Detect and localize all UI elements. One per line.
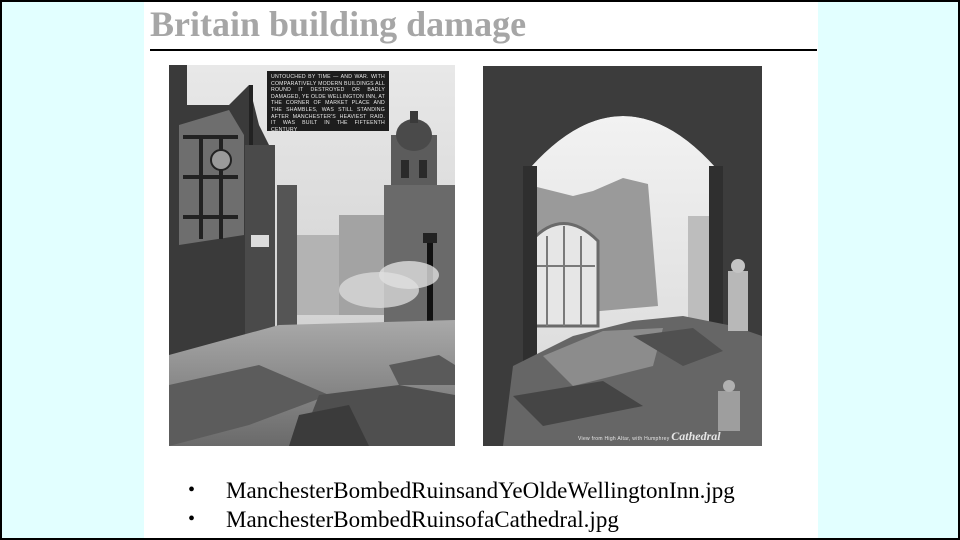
bullet-icon: •: [188, 479, 196, 501]
file-name: ManchesterBombedRuinsofaCathedral.jpg: [226, 507, 619, 532]
title-underline: [150, 49, 817, 51]
cathedral-caption: [578, 429, 721, 444]
photo-cathedral-ruins: [483, 66, 762, 446]
cathedral-caption-script: Cathedral: [671, 429, 721, 443]
bullet-icon: •: [188, 508, 196, 530]
wellington-inn-caption: UNTOUCHED BY TIME — AND WAR. WITH COMPARATIVELY MODERN BUILDINGS ALL ROUND IT DESTROYED OR BADLY DAMAGED, YE OLDE WELLINGTON INN, AT THE CORNER OF MARKET PLACE AND THE SHAMBLES, WAS STILL STANDING AFTER MANCHESTER'S HEAVIEST RAID. IT WAS BUILT IN THE FIFTEENTH CENTURY: [267, 71, 389, 131]
file-list: [188, 476, 735, 534]
slide: [144, 2, 818, 538]
slide-title: Britain building damage: [150, 4, 527, 44]
file-name: ManchesterBombedRuinsandYeOldeWellingtonInn.jpg: [226, 478, 735, 503]
list-item: [188, 505, 735, 534]
cathedral-caption-text: View from High Altar, with Humphrey: [578, 436, 670, 442]
list-item: [188, 476, 735, 505]
photo-wellington-inn: [169, 65, 455, 446]
cathedral-ruins-image: [483, 66, 762, 446]
